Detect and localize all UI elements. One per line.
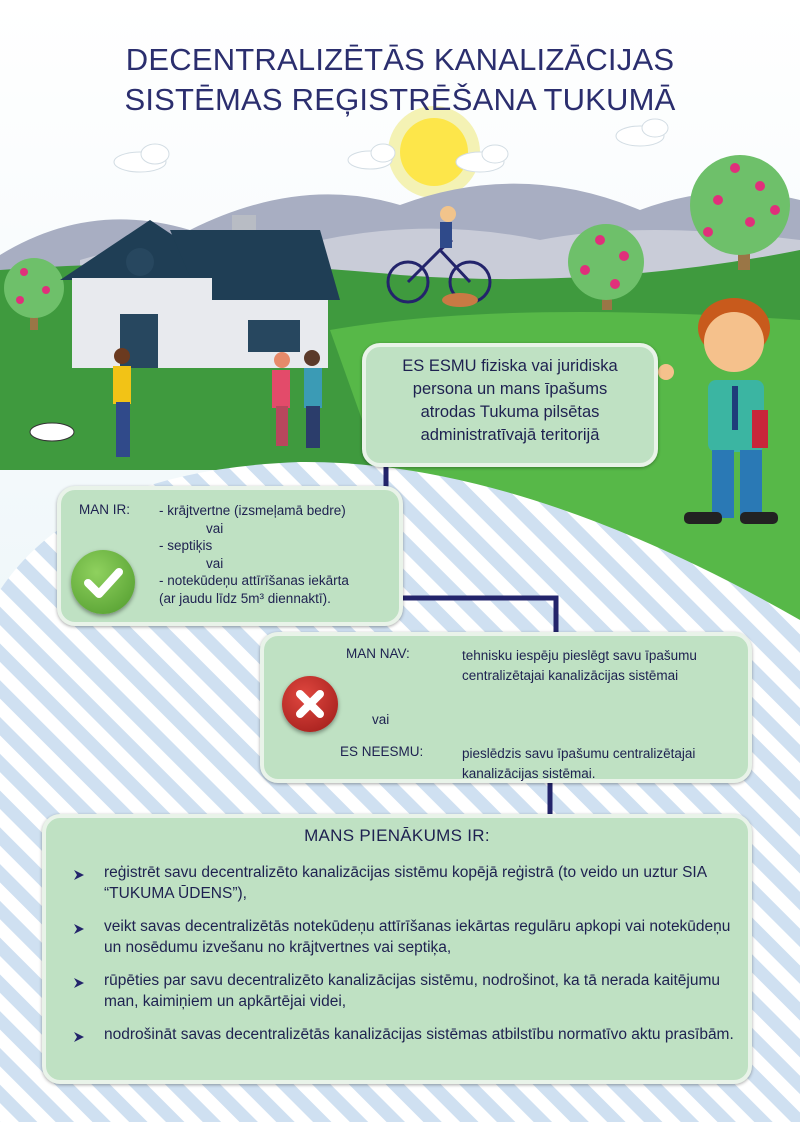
- have-or: vai: [206, 555, 224, 571]
- chevron-right-icon: [72, 867, 86, 888]
- duty-box: [42, 814, 752, 1084]
- speech-line: ES ESMU fiziska vai juridiska: [402, 357, 618, 375]
- chevron-right-icon: [72, 1029, 86, 1050]
- duty-item-text: nodrošināt savas decentralizētās kanalizācijas sistēmas atbilstību normatīvo aktu prasībām.: [104, 1026, 734, 1043]
- not-have-text: tehnisku iespēju pieslēgt savu īpašumu centralizētajai kanalizācijas sistēmai: [462, 648, 697, 683]
- have-box: [57, 486, 403, 626]
- speech-bubble: [362, 343, 658, 467]
- have-list: [159, 502, 349, 607]
- list-item: [68, 862, 738, 904]
- not-am-label: ES NEESMU:: [340, 744, 424, 759]
- cross-icon: [282, 676, 338, 732]
- chevron-right-icon: [72, 921, 86, 942]
- duty-item-text: rūpēties par savu decentralizēto kanalizācijas sistēmu, nodrošinot, ka tā nerada kaitējumu man, kaimiņiem un apkārtējai videi,: [104, 972, 721, 1010]
- title-line-1: DECENTRALIZĒTĀS KANALIZĀCIJAS: [125, 42, 675, 77]
- list-item: [68, 916, 738, 958]
- page-title: [0, 40, 800, 120]
- have-label: MAN IR:: [79, 502, 131, 517]
- have-item: - notekūdeņu attīrīšanas iekārta: [159, 573, 349, 588]
- check-icon: [71, 550, 135, 614]
- title-line-2: SISTĒMAS REĢISTRĒŠANA TUKUMĀ: [124, 82, 676, 117]
- list-item: [68, 1024, 738, 1045]
- have-or: vai: [206, 520, 224, 536]
- speech-line: administratīvajā teritorijā: [420, 426, 600, 444]
- have-item: - septiķis: [159, 538, 213, 553]
- speech-line: persona un mans īpašums: [412, 380, 608, 398]
- duty-item-text: veikt savas decentralizētās notekūdeņu attīrīšanas iekārtas regulāru apkopi vai notekūdeņu un nosēdumu izvešanu no krājtvertnes vai septiķa,: [104, 918, 731, 956]
- not-am-text: pieslēdzis savu īpašumu centralizētajai kanalizācijas sistēmai.: [462, 746, 696, 781]
- or-label: vai: [372, 712, 390, 727]
- have-item: (ar jaudu līdz 5m³ diennaktī).: [159, 590, 331, 606]
- not-have-box: [260, 632, 752, 783]
- duty-item-text: reģistrēt savu decentralizēto kanalizācijas sistēmu kopējā reģistrā (to veido un uztur SIA “TUKUMA ŪDENS”),: [104, 864, 707, 902]
- list-item: [68, 970, 738, 1012]
- have-item: - krājtvertne (izsmeļamā bedre): [159, 503, 346, 518]
- speech-line: atrodas Tukuma pilsētas: [420, 403, 600, 421]
- duty-list: [68, 862, 738, 1057]
- not-have-label: MAN NAV:: [346, 646, 410, 661]
- chevron-right-icon: [72, 975, 86, 996]
- duty-heading: MANS PIENĀKUMS IR:: [304, 826, 490, 845]
